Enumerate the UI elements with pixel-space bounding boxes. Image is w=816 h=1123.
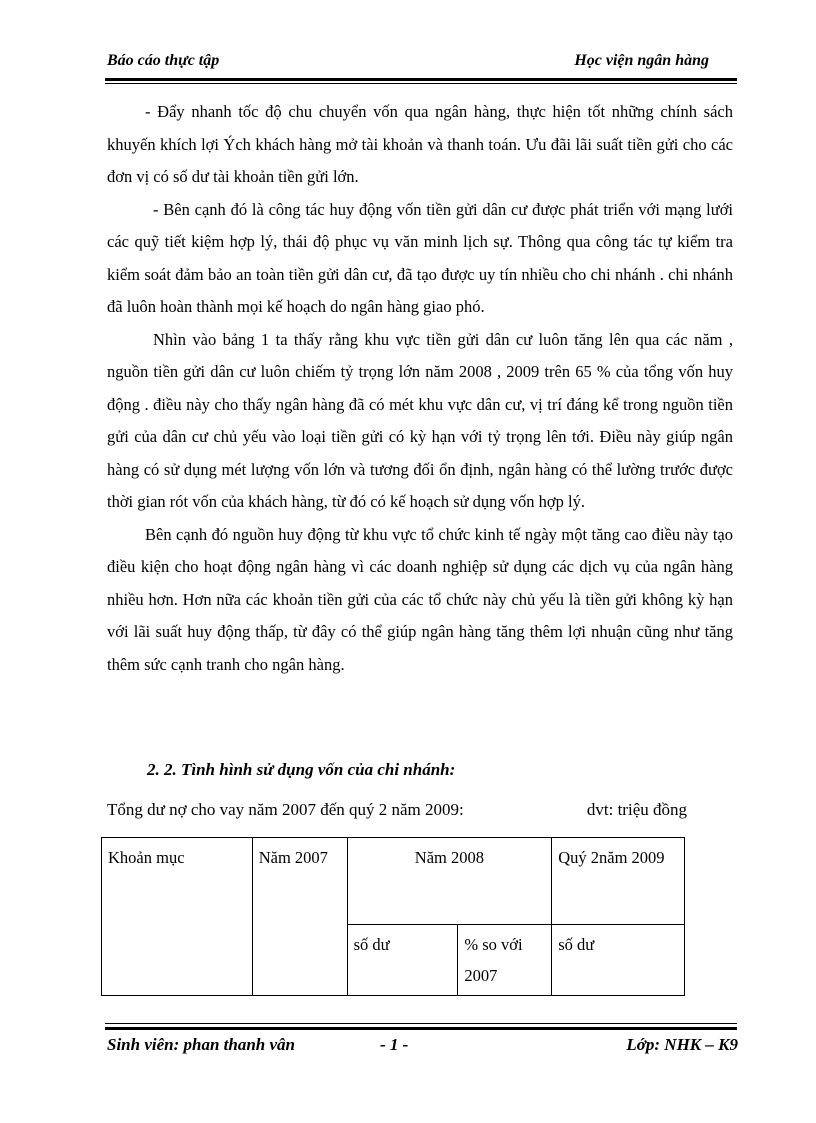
- subheader-cell-pct-2007: % so với 2007: [458, 925, 552, 996]
- table-caption-title: Tổng dư nợ cho vay năm 2007 đến quý 2 năm 2009:: [107, 800, 464, 819]
- header-cell-2007: Năm 2007: [252, 838, 347, 996]
- footer-class: Lớp: NHK – K9: [626, 1035, 738, 1054]
- footer-rule-thin: [105, 1023, 737, 1024]
- paragraph-4: Bên cạnh đó nguồn huy động từ khu vực tổ chức kinh tế ngày một tăng cao điều này tạo điều kiện cho hoạt động ngân hàng vì các doanh nghiệp sử dụng các dịch vụ của ngân hàng nhiều hơn. Hơn nữa các khoản tiền gửi của các tổ chức này chủ yếu là tiền gửi không kỳ hạn với lãi suất huy động thấp, từ đây có thể giúp ngân hàng tăng thêm lợi nhuận cũng như tăng thêm sức cạnh tranh cho ngân hàng.: [107, 524, 733, 674]
- subheader-cell-balance-2008: số dư: [347, 925, 458, 996]
- header-report-title: Báo cáo thực tập: [107, 52, 220, 69]
- paragraph-3: Nhìn vào bảng 1 ta thấy rằng khu vực tiền gửi dân cư luôn tăng lên qua các năm , nguồn tiền gửi dân cư luôn chiếm tỷ trọng lớn năm 2008 , 2009 trên 65 % của tổng vốn huy động . điều này cho thấy ngân hàng đã có mét khu vực dân cư, vị trí đáng kể trong nguồn tiền gửi của dân cư chủ yếu vào loại tiền gửi có kỳ hạn với tỷ trọng lên tới. Điều này giúp ngân hàng có sử dụng mét lượng vốn lớn và tương đối ổn định, ngân hàng có thể lường trước được thời gian rót vốn của khách hàng, từ đó có kế hoạch sử dụng vốn hợp lý.: [107, 329, 733, 511]
- table-caption: [107, 800, 687, 820]
- body-text: [107, 96, 733, 681]
- header-rule: [105, 78, 737, 81]
- header-cell-q2-2009: Quý 2năm 2009: [552, 838, 685, 925]
- table-header-row: [102, 838, 685, 925]
- paragraph-2: - Bên cạnh đó là công tác huy động vốn tiền gửi dân cư được phát triển với mạng lưới các quỹ tiết kiệm hợp lý, thái độ phục vụ văn minh lịch sự. Thông qua công tác tự kiểm tra kiểm soát đảm bảo an toàn tiền gửi dân cư, đã tạo được uy tín nhiều cho chi nhánh . chi nhánh đã luôn hoàn thành mọi kế hoạch do ngân hàng giao phó.: [107, 199, 733, 316]
- loan-table: [101, 837, 685, 996]
- header-cell-2008: Năm 2008: [347, 838, 552, 925]
- subheader-cell-balance-2009: số dư: [552, 925, 685, 996]
- paragraph-1: - Đẩy nhanh tốc độ chu chuyển vốn qua ngân hàng, thực hiện tốt những chính sách khuyến khích lợi Ých khách hàng mở tài khoản và thanh toán. Ưu đãi lãi suất tiền gửi cho các đơn vị có số dư tài khoản tiền gửi lớn.: [107, 102, 733, 186]
- page-header: [107, 52, 709, 76]
- footer-student: Sinh viên: phan thanh vân: [107, 1035, 296, 1054]
- footer-rule: [105, 1027, 737, 1030]
- header-institution: Học viện ngân hàng: [574, 52, 709, 69]
- table-caption-unit: dvt: triệu đồng: [586, 800, 687, 819]
- header-cell-item: Khoản mục: [102, 838, 253, 996]
- header-rule-thin: [105, 83, 737, 84]
- page-footer: [107, 1035, 738, 1059]
- section-heading: 2. 2. Tình hình sử dụng vốn của chi nhánh:: [147, 760, 456, 779]
- footer-page-number: - 1 -: [380, 1035, 409, 1054]
